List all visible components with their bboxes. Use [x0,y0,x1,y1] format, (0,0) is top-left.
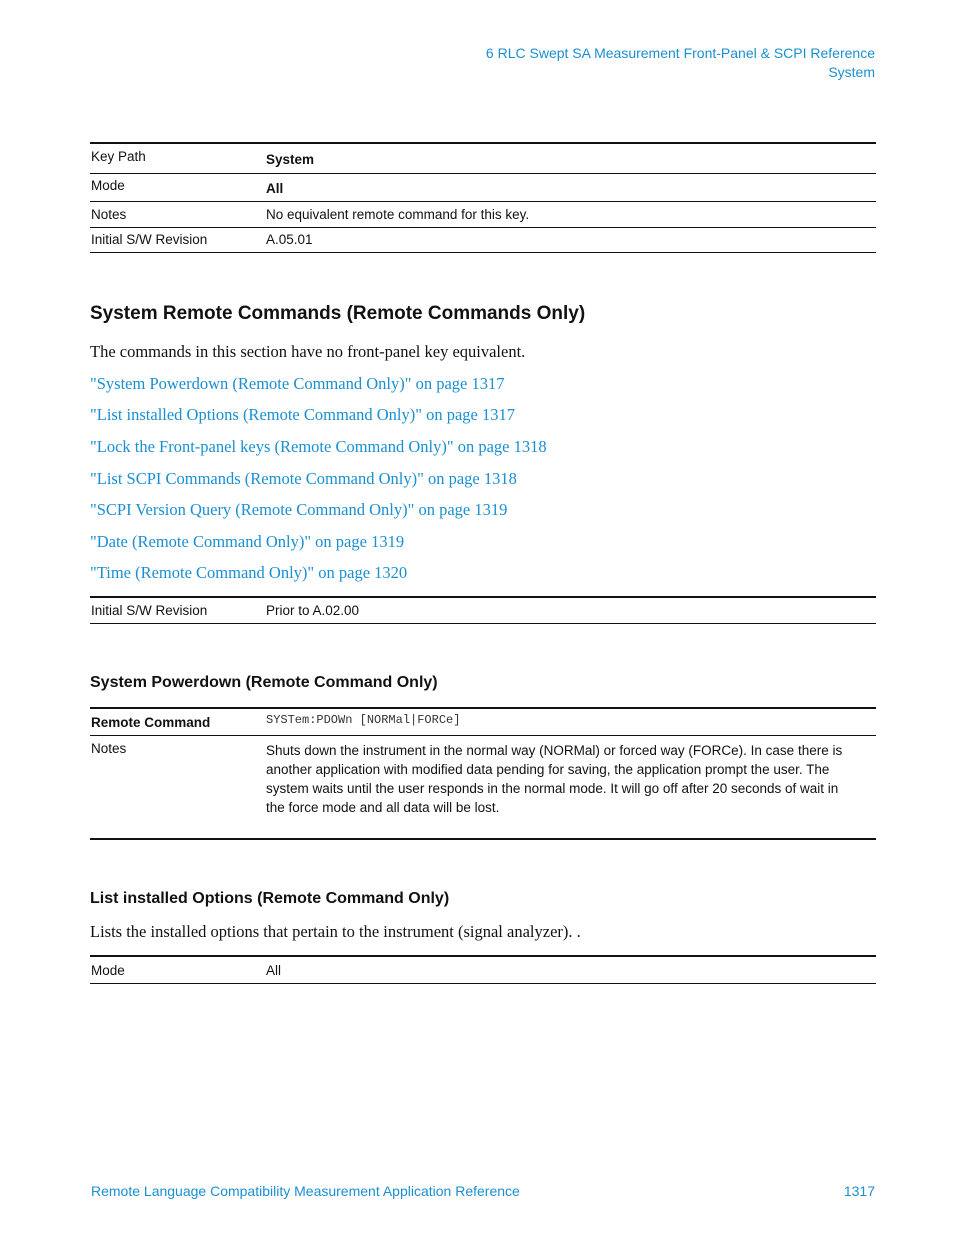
footer-document-title: Remote Language Compatibility Measurement Application Reference [91,1183,520,1199]
notes-value: Shuts down the instrument in the normal way (NORMal) or forced way (FORCe). In case there is another application with modified data pending for saving, the application prompt the user. The system waits until the user responds in the normal mode. It will go off after 20 seconds of wait in the force mode and all data will be lost. [266,742,843,815]
system-key-table [90,142,876,253]
revision-value: Prior to A.02.00 [266,603,360,618]
link-scpi-version-query[interactable]: "SCPI Version Query (Remote Command Only)" on page 1319 [90,500,508,519]
footer-page-number: 1317 [843,1183,875,1199]
link-list-scpi-commands[interactable]: "List SCPI Commands (Remote Command Only)" on page 1318 [90,469,517,488]
revision-label: Initial S/W Revision [91,231,208,247]
revision-label: Initial S/W Revision [91,603,208,618]
subsection-heading-powerdown: System Powerdown (Remote Command Only) [90,674,438,691]
table-row [90,708,876,735]
notes-label: Notes [91,740,127,756]
mode-value: All [266,180,284,196]
key-path-label: Key Path [91,149,146,164]
powerdown-table [90,707,876,840]
table-row [90,143,876,173]
link-list-installed-options[interactable]: "List installed Options (Remote Command Only)" on page 1317 [90,405,516,424]
table-row [90,735,876,839]
options-table [90,955,876,984]
table-row [90,227,876,252]
section-intro: The commands in this section have no front-panel key equivalent. [90,342,526,361]
subsection-heading-options: List installed Options (Remote Command Only) [90,890,450,907]
table-row [90,956,876,983]
key-path-value: System [266,152,315,167]
options-description: Lists the installed options that pertain to the instrument (signal analyzer). . [90,922,581,941]
link-date[interactable]: "Date (Remote Command Only)" on page 1319 [90,532,405,551]
running-header [486,44,875,82]
section-heading: System Remote Commands (Remote Commands Only) [90,303,586,324]
table-row [90,201,876,227]
mode-label: Mode [91,963,125,978]
chapter-title: 6 RLC Swept SA Measurement Front-Panel & SCPI Reference [485,45,875,61]
revision-value: A.05.01 [266,231,313,247]
notes-value: No equivalent remote command for this key. [266,206,530,222]
link-system-powerdown[interactable]: "System Powerdown (Remote Command Only)" on page 1317 [90,374,505,393]
notes-label: Notes [91,206,127,222]
remote-command-value: SYSTem:PDOWn [NORMal|FORCe] [266,713,461,727]
mode-value: All [266,963,282,978]
link-time[interactable]: "Time (Remote Command Only)" on page 1320 [90,563,408,582]
table-row [90,597,876,623]
mode-label: Mode [91,177,125,193]
section-title: System [828,64,875,80]
table-row [90,173,876,201]
section-revision-table [90,596,876,624]
remote-command-label: Remote Command [91,715,211,730]
link-lock-front-panel[interactable]: "Lock the Front-panel keys (Remote Command Only)" on page 1318 [90,437,547,456]
